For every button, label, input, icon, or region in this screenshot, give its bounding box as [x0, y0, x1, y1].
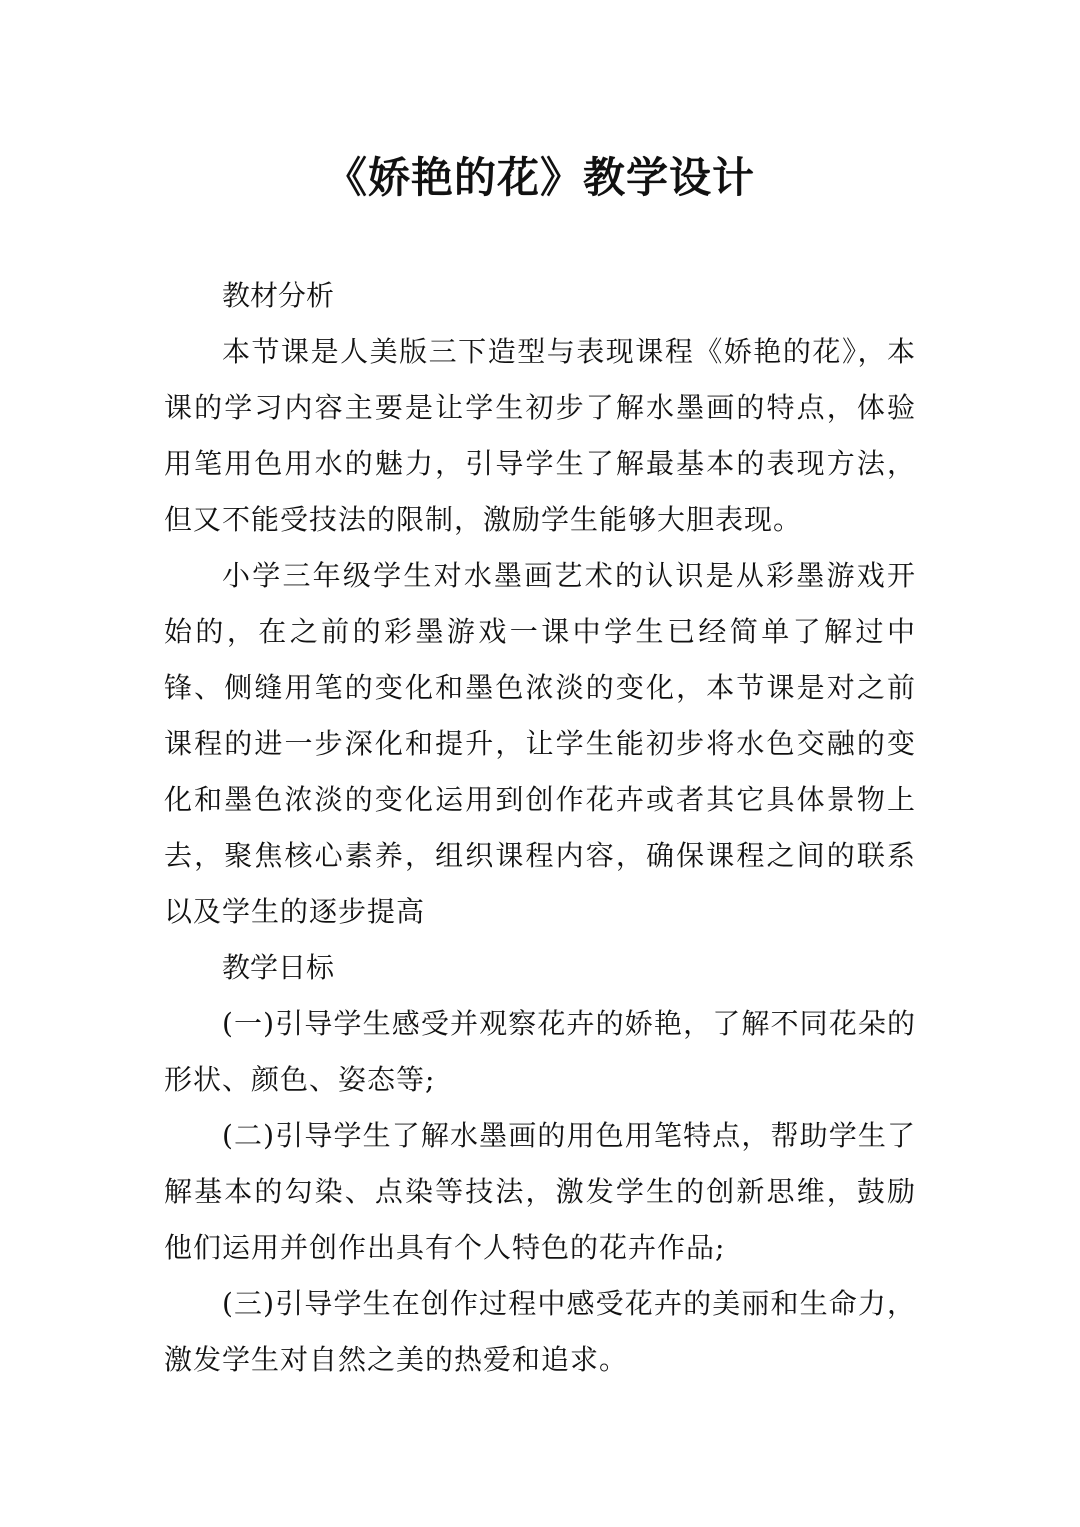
paragraph: 小学三年级学生对水墨画艺术的认识是从彩墨游戏开始的，在之前的彩墨游戏一课中学生已经简单了解过中锋、侧缝用笔的变化和墨色浓淡的变化，本节课是对之前课程的进一步深化和提升，让学生能初步将水色交融的变化和墨色浓淡的变化运用到创作花卉或者其它具体景物上去，聚焦核心素养，组织课程内容，确保课程之间的联系以及学生的逐步提高 — [164, 559, 916, 928]
paragraph: (三)引导学生在创作过程中感受花卉的美丽和生命力，激发学生对自然之美的热爱和追求。 — [164, 1287, 916, 1376]
section-textbook-analysis — [164, 268, 916, 940]
section-heading: 教学日标 — [222, 951, 335, 984]
paragraph: (二)引导学生了解水墨画的用色用笔特点，帮助学生了解基本的勾染、点染等技法，激发学生的创新思维，鼓励他们运用并创作出具有个人特色的花卉作品; — [164, 1119, 916, 1264]
section-heading: 教材分析 — [222, 279, 335, 312]
paragraph: 本节课是人美版三下造型与表现课程《娇艳的花》，本课的学习内容主要是让学生初步了解水墨画的特点，体验用笔用色用水的魅力，引导学生了解最基本的表现方法，但又不能受技法的限制，激励学生能够大胆表现。 — [164, 335, 916, 536]
document-title: 《娇艳的花》教学设计 — [324, 153, 755, 202]
section-teaching-goals — [164, 940, 916, 1388]
paragraph: (一)引导学生感受并观察花卉的娇艳，了解不同花朵的形状、颜色、姿态等; — [164, 1007, 916, 1096]
